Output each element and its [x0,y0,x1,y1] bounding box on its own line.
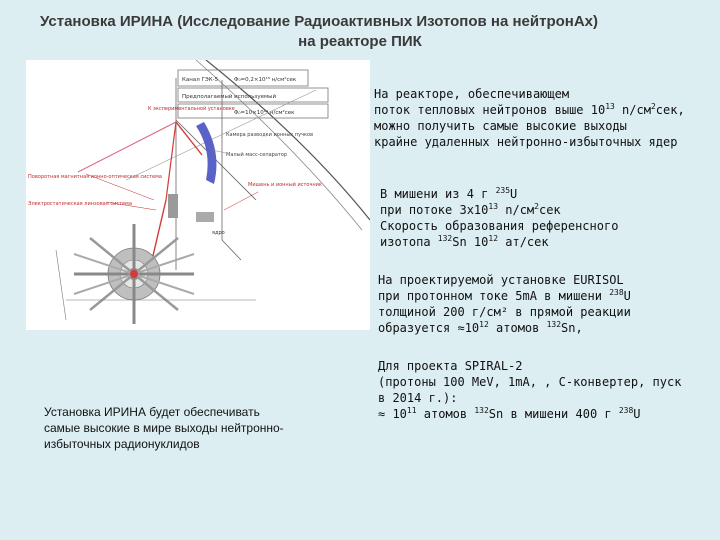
title-line-2: на реакторе ПИК [298,33,422,50]
b4-line2: (протоны 100 MeV, 1mA, , C-конвертер, пуск [378,375,682,389]
b1-line2: поток тепловых нейтронов выше $10^{13}$ $n/см^2сек$, [374,102,685,117]
electrostatic-label: Электростатическая линзовая система [28,201,132,207]
reactor-facility-diagram [26,60,370,330]
block-irina-summary [44,404,364,452]
predict-label: Предполагаемый используемый [182,94,277,100]
rotating-label: Поворотная магнитная ионно-оптическая система [28,174,162,180]
b4-line4: ≈ $10^{11}$ атомов $^{132}$Sn в мишени 400 г $^{238}$U [378,406,641,421]
block-high-flux [374,86,714,150]
core-label: ядро [212,230,225,236]
flux1-label: Φ₀=0,2×10¹⁵ н/см²сек [234,77,297,83]
b3-line2: при протонном токе 5mA в мишени $^{238}$U [378,288,631,303]
b2-line3: Скорость образования референсного [380,219,619,233]
b4-line1: Для проекта SPIRAL-2 [378,359,523,373]
small-unit-label: Малый масс-сепаратор [226,152,288,158]
reactor-core [74,224,194,324]
diagram-svg [26,60,370,330]
b2-line2: при потоке $3х10^{13}$ $n/см^2сек$ [380,202,561,217]
b1-line1: На реакторе, обеспечивающем [374,87,570,101]
b2-line4: изотопа $^{132}$Sn $10^{12}$ ат/сек [380,234,549,249]
block-spiral2 [378,358,718,422]
b1-line4: крайне удаленных нейтронно-избыточных ядер [374,135,678,149]
b3-line1: На проектируемой установке EURISOL [378,273,624,287]
chamber-label: Камера разводки ионных пучков [226,132,314,138]
block-target-4g [380,186,700,250]
b3-line4: образуется $\approx 10^{12}$ атомов $^{132}$Sn, [378,320,583,335]
b5-line3: избыточных радионуклидов [44,437,200,451]
b4-line3: в 2014 г.): [378,391,458,405]
channel-label: Канал ГЭК-5 [182,77,219,83]
experimental-label: К экспериментальной установке [148,106,235,112]
b5-line1: Установка ИРИНА будет обеспечивать [44,405,260,419]
target-label: Мишень и ионный источник [248,182,322,188]
slide-title [20,12,700,52]
flux2-label: Φ₀=10×10¹⁴ н/см²сек [234,110,295,116]
b2-line1: В мишени из 4 г $^{235}$U [380,186,518,201]
block-eurisol [378,272,708,336]
b3-line3: толщиной 200 г/см² в прямой реакции [378,305,631,319]
b5-line2: самые высокие в мире выходы нейтронно- [44,421,284,435]
title-line-1: Установка ИРИНА (Исследование Радиоактивных Изотопов на нейтронАх) [40,13,598,30]
b1-line3: можно получить самые высокие выходы [374,119,627,133]
